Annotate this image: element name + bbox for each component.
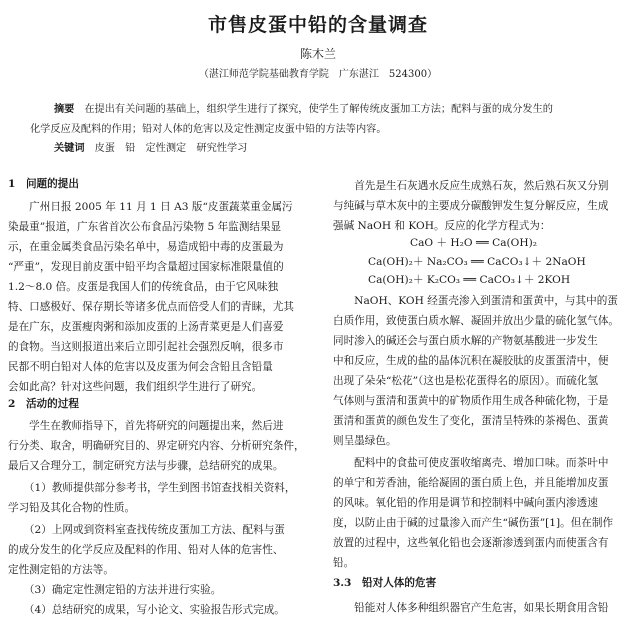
body-text-line: 学习铅及其化合物的性质。 (8, 502, 136, 514)
author-name: 陈木兰 (299, 47, 336, 61)
body-text-line: 1.2～8.0 倍。皮蛋是我国人们的传统食品，由于它风味独 (8, 281, 279, 293)
body-text-line: 蛋清和蛋黄的颜色发生了变化，蛋清呈特殊的茶褐色、蛋黄 (333, 415, 609, 427)
body-text-line: 放置的过程中，这些氧化铅也会逐渐渗透到蛋内而使蛋含有 (333, 537, 609, 549)
section-heading: 2 活动的过程 (8, 398, 79, 410)
body-text-line: 会如此高？针对这些问题，我们组织学生进行了研究。 (8, 381, 263, 393)
body-text-line: 铅能对人体多种组织器官产生危害，如果长期食用含铅 (333, 602, 609, 614)
body-text-line: （2）上网或到资料室查找传统皮蛋加工方法、配料与蛋 (8, 524, 285, 536)
body-text-line: 的单宁和芳香油，能给凝固的蛋白质上色，并且能增加皮蛋 (333, 477, 609, 489)
chemical-equation: Ca(OH)₂＋ K₂CO₃ ══ CaCO₃↓＋ 2KOH (368, 274, 571, 286)
abstract-text-2: 化学反应及配料的作用；铅对人体的危害以及定性测定皮蛋中铅的方法等内容。 (30, 124, 387, 135)
author-affiliation: （湛江师范学院基础教育学院 广东湛江 524300） (198, 69, 438, 80)
body-text-line: 气体则与蛋清和蛋黄中的矿物质作用生成各种硫化物，于是 (333, 395, 609, 407)
body-text-line: 铅。 (333, 557, 355, 569)
abstract-label: 摘要 (54, 103, 75, 115)
body-text-line: 染最重”报道，广东省首次公布食品污染物 5 年监测结果显 (8, 221, 282, 233)
body-text-line: （3）确定定性测定铅的方法并进行实验。 (8, 584, 222, 596)
body-text-line: 广州日报 2005 年 11 月 1 日 A3 版“皮蛋蔬菜重金属污 (8, 201, 293, 213)
section-heading: 1 问题的提出 (8, 178, 79, 190)
body-text-line: 则呈墨绿色。 (333, 435, 397, 447)
body-text-line: 的成分发生的化学反应及配料的作用、铅对人体的危害性、 (8, 544, 284, 556)
body-text-line: 出现了朵朵“松花”（这也是松花蛋得名的原因）。而硫化氢 (333, 375, 599, 387)
body-text-line: （4）总结研究的成果，写小论文、实验报告形式完成。 (8, 604, 285, 616)
body-text-line: 定性测定铅的方法等。 (8, 564, 114, 576)
abstract-text-1: 在提出有关问题的基础上，组织学生进行了探究，使学生了解传统皮蛋加工方法；配料与蛋的成分发生的 (84, 104, 553, 115)
body-text-line: 强碱 NaOH 和 KOH。反应的化学方程式为： (333, 220, 551, 232)
body-text-line: 的食物。当这则报道出来后立即引起社会强烈反响，很多市 (8, 341, 284, 353)
body-text-line: 同时渗入的碱还会与蛋白质水解的产物氨基酸进一步发生 (333, 335, 598, 347)
body-text-line: 民都不明白铅对人体的危害以及皮蛋为何会含铅且含铅量 (8, 361, 273, 373)
body-text-line: 最后又合理分工，制定研究方法与步骤，总结研究的成果。 (8, 460, 284, 472)
body-text-line: 是在广东，皮蛋瘦肉粥和添加皮蛋的上汤青菜更是人们喜爱 (8, 321, 284, 333)
body-text-line: 特、口感极好、保存期长等诸多优点而倍受人们的青睐，尤其 (8, 301, 295, 313)
body-text-line: 示，在重金属类食品污染名单中，易造成铅中毒的皮蛋最为 (8, 241, 284, 253)
body-text-line: 的风味。氧化铅的作用是调节和控制料中碱向蛋内渗透速 (333, 497, 598, 509)
keywords-label: 关键词 (54, 142, 85, 154)
body-text-line: 配料中的食盐可使皮蛋收缩离壳、增加口味。而茶叶中 (333, 457, 609, 469)
body-text-line: 行分类、取舍，明确研究目的、界定研究内容、分析研究条件， (8, 440, 305, 452)
abstract-line-1 (30, 100, 553, 115)
keywords-line (30, 139, 247, 154)
abstract-line-2 (30, 120, 387, 135)
section-heading: 3.3 铅对人体的危害 (333, 577, 437, 589)
body-text-line: 学生在教师指导下，首先将研究的问题提出来，然后进 (8, 420, 284, 432)
body-text-line: 中和反应，生成的盐的晶体沉积在凝胶肽的皮蛋蛋清中，便 (333, 355, 609, 367)
body-text-line: NaOH、KOH 经蛋壳渗入到蛋清和蛋黄中，与其中的蛋 (333, 295, 618, 307)
body-text-line: 首先是生石灰遇水反应生成熟石灰，然后熟石灰又分别 (333, 180, 609, 192)
keywords-text: 皮蛋 铅 定性测定 研究性学习 (94, 143, 248, 154)
chemical-equation: CaO ＋ H₂O ══ Ca(OH)₂ (410, 237, 537, 249)
body-text-line: 度，以防止由于碱的过量渗入而产生“碱伤蛋”[1]。但在制作 (333, 517, 614, 529)
body-text-line: （1）教师提供部分参考书，学生到图书馆查找相关资料， (8, 482, 296, 494)
body-text-line: 白质作用，致使蛋白质水解、凝固并放出少量的硫化氢气体。 (333, 315, 620, 327)
paper-title: 市售皮蛋中铅的含量调查 (207, 14, 428, 36)
chemical-equation: Ca(OH)₂＋ Na₂CO₃ ══ CaCO₃↓＋ 2NaOH (368, 256, 586, 268)
body-text-line: 与纯碱与草木灰中的主要成分碳酸钾发生复分解反应，生成 (333, 200, 609, 212)
body-text-line: “严重”，发现目前皮蛋中铅平均含量超过国家标准限量值的 (8, 261, 284, 273)
